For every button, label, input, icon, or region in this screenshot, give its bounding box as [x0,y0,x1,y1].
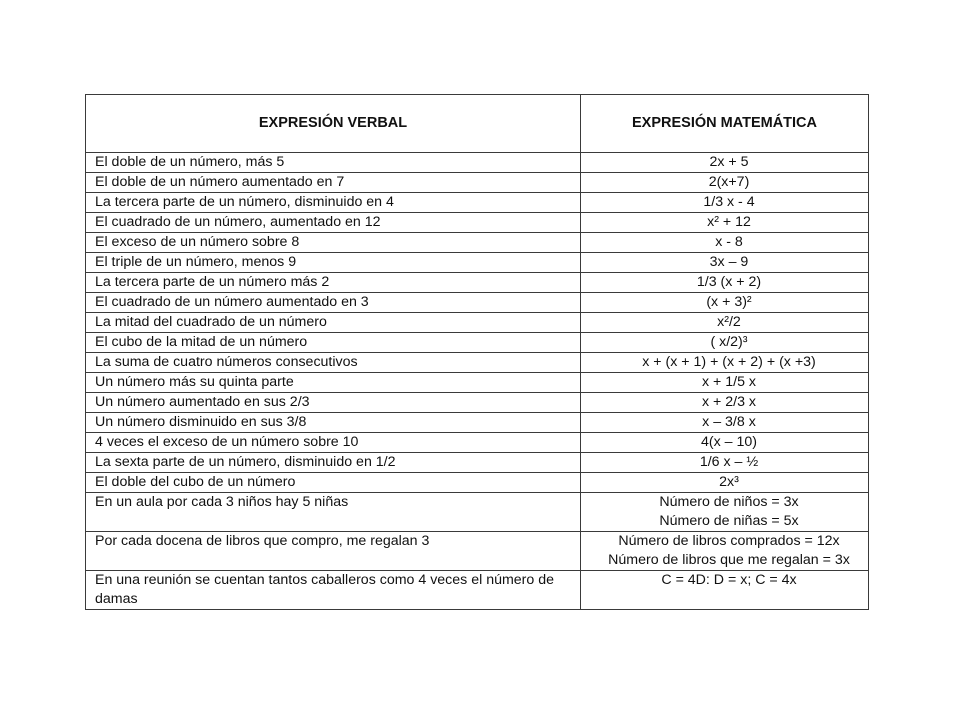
math-expression-line: 2x³ [719,474,739,490]
math-expression-line: 3x – 9 [709,254,749,270]
math-expression-line: 4(x – 10) [701,434,757,450]
verbal-expression-cell: El cuadrado de un número aumentado en 3 [86,293,581,313]
header-row [86,95,869,153]
math-expression-cell [581,413,869,433]
verbal-expression-cell: La sexta parte de un número, disminuido en 1/2 [86,453,581,473]
table-body [86,153,869,610]
math-expression-cell [581,193,869,213]
math-expression-line: 1/3 x - 4 [703,194,755,210]
math-expression-cell [581,473,869,493]
math-expression-line: x – 3/8 x [702,414,756,430]
math-expression-cell [581,213,869,233]
math-expression-line: 2x + 5 [709,154,749,170]
math-expression-line: x + (x + 1) + (x + 2) + (x +3) [642,354,816,370]
math-expression-line: 1/6 x – ½ [699,454,759,470]
document-page [85,94,868,610]
math-expression-line: Número de niñas = 5x [659,513,799,529]
verbal-expression-cell: La tercera parte de un número más 2 [86,273,581,293]
math-expression-cell [581,433,869,453]
math-expression-line: Número de libros que me regalan = 3x [608,552,850,568]
math-expression-line: C = 4D: D = x; C = 4x [661,572,797,588]
table-row [86,413,869,433]
math-expression-cell [581,273,869,293]
table-row [86,373,869,393]
verbal-expression-cell: El cuadrado de un número, aumentado en 12 [86,213,581,233]
table-row [86,433,869,453]
verbal-expression-cell: Un número aumentado en sus 2/3 [86,393,581,413]
table-row [86,353,869,373]
verbal-expression-cell: En un aula por cada 3 niños hay 5 niñas [86,493,581,532]
table-row [86,393,869,413]
table-row [86,313,869,333]
verbal-expression-cell: La mitad del cuadrado de un número [86,313,581,333]
table-row [86,293,869,313]
verbal-expression-cell: Por cada docena de libros que compro, me regalan 3 [86,532,581,571]
table-row [86,532,869,571]
verbal-expression-cell: El doble del cubo de un número [86,473,581,493]
table-row [86,193,869,213]
verbal-expression-cell: El triple de un número, menos 9 [86,253,581,273]
verbal-expression-cell: Un número más su quinta parte [86,373,581,393]
math-expression-cell [581,571,869,610]
math-expression-cell [581,532,869,571]
table-row [86,493,869,532]
header-math: EXPRESIÓN MATEMÁTICA [581,95,869,153]
math-expression-line: x² + 12 [707,214,751,230]
math-expression-cell [581,313,869,333]
verbal-expression-cell: El cubo de la mitad de un número [86,333,581,353]
verbal-expression-cell: La tercera parte de un número, disminuido en 4 [86,193,581,213]
math-expression-cell [581,373,869,393]
math-expression-line: ( x/2)³ [710,334,748,350]
verbal-expression-cell: En una reunión se cuentan tantos caballeros como 4 veces el número de damas [86,571,581,610]
table-row [86,473,869,493]
math-expression-cell [581,173,869,193]
math-expression-cell [581,333,869,353]
math-expression-line: Número de niños = 3x [659,494,799,510]
expression-table [85,94,869,610]
math-expression-cell [581,153,869,173]
math-expression-cell [581,353,869,373]
math-expression-cell [581,233,869,253]
table-row [86,213,869,233]
table-row [86,233,869,253]
math-expression-cell [581,293,869,313]
math-expression-cell [581,253,869,273]
math-expression-line: 2(x+7) [708,174,750,190]
verbal-expression-cell: La suma de cuatro números consecutivos [86,353,581,373]
verbal-expression-cell: El doble de un número aumentado en 7 [86,173,581,193]
table-row [86,333,869,353]
table-row [86,571,869,610]
math-expression-cell [581,453,869,473]
math-expression-line: x + 2/3 x [701,394,757,410]
math-expression-line: Número de libros comprados = 12x [618,533,840,549]
math-expression-cell [581,493,869,532]
header-verbal: EXPRESIÓN VERBAL [86,95,581,153]
math-expression-line: (x + 3)² [706,294,752,310]
math-expression-line: x - 8 [715,234,743,250]
verbal-expression-cell: El doble de un número, más 5 [86,153,581,173]
table-row [86,453,869,473]
verbal-expression-cell: El exceso de un número sobre 8 [86,233,581,253]
math-expression-line: 1/3 (x + 2) [696,274,762,290]
math-expression-cell [581,393,869,413]
math-expression-line: x + 1/5 x [701,374,757,390]
verbal-expression-cell: 4 veces el exceso de un número sobre 10 [86,433,581,453]
verbal-expression-cell: Un número disminuido en sus 3/8 [86,413,581,433]
table-row [86,273,869,293]
math-expression-line: x²/2 [717,314,741,330]
table-row [86,153,869,173]
table-row [86,173,869,193]
table-row [86,253,869,273]
